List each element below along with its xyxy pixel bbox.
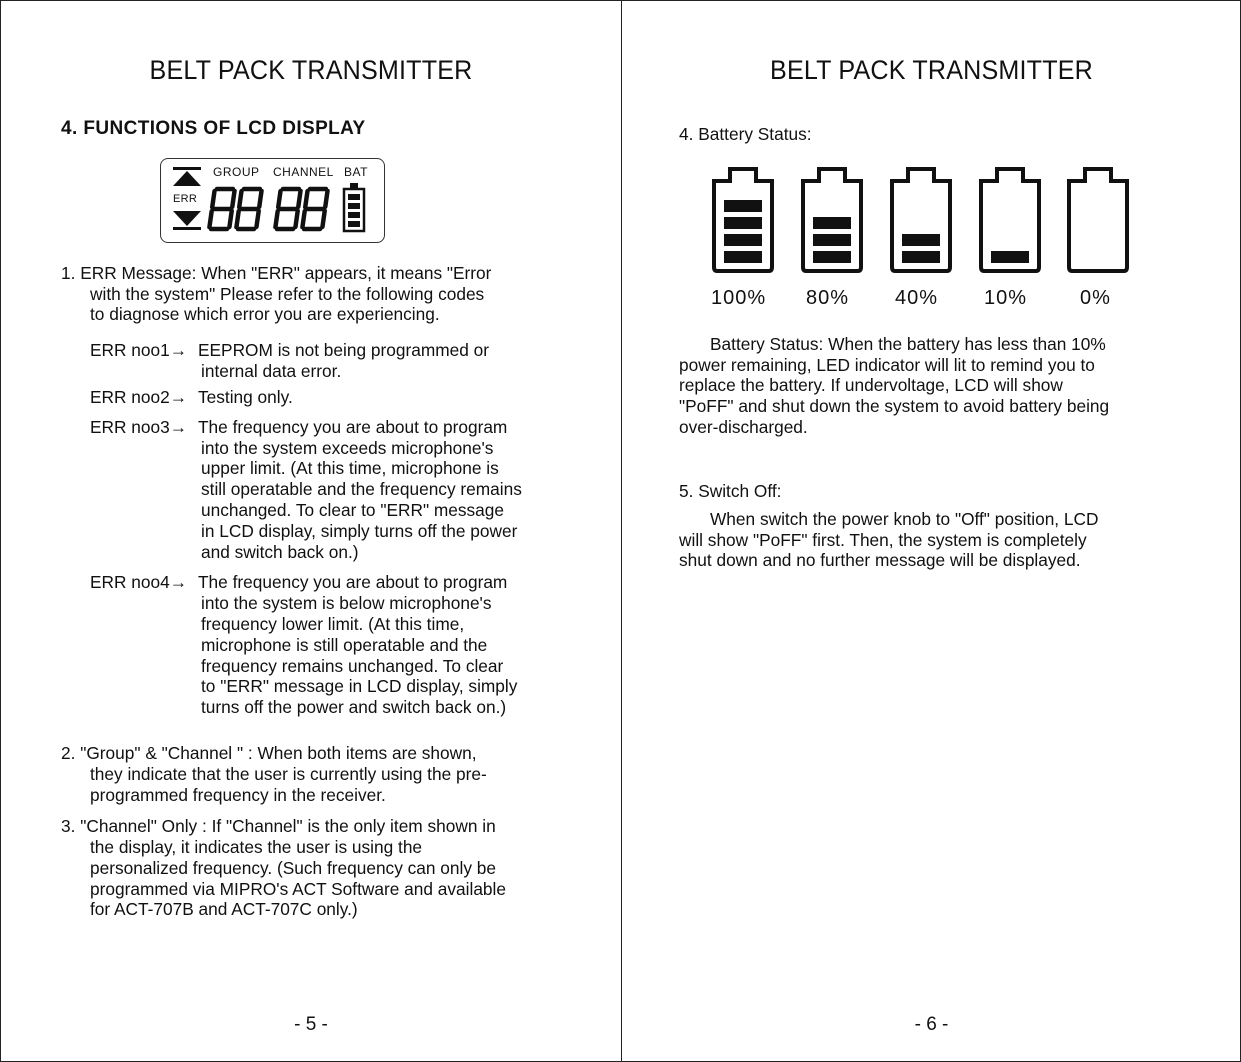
item-1-line-2: with the system" Please refer to the following codes bbox=[90, 284, 485, 304]
page-title: BELT PACK TRANSMITTER bbox=[770, 55, 1093, 85]
battery-paragraph-line-2: power remaining, LED indicator will lit to remind you to bbox=[679, 355, 1095, 375]
error-code-1-line-1: EEPROM is not being programmed or bbox=[198, 340, 490, 360]
error-code-2: ERR noo2→ bbox=[90, 387, 188, 407]
battery-icons-graphic bbox=[622, 161, 1241, 281]
error-code-3-line-2: into the system exceeds microphone's bbox=[201, 438, 494, 458]
item-3-line-1: 3. "Channel" Only : If "Channel" is the only item shown in bbox=[61, 816, 496, 836]
page-6 bbox=[622, 1, 1241, 1062]
down-arrow-icon bbox=[173, 211, 201, 226]
battery-label-100: 100% bbox=[711, 287, 767, 309]
battery-label-40: 40% bbox=[895, 287, 939, 309]
error-code-1-line-2: internal data error. bbox=[201, 361, 342, 381]
battery-bar bbox=[902, 234, 940, 246]
battery-label-0: 0% bbox=[1080, 287, 1111, 309]
error-code-3-line-3: upper limit. (At this time, microphone is bbox=[201, 458, 499, 478]
error-code-4-line-4: microphone is still operatable and the bbox=[201, 635, 488, 655]
battery-bar bbox=[724, 251, 762, 263]
item-1-line-3: to diagnose which error you are experiencing. bbox=[90, 304, 440, 324]
battery-icon-80 bbox=[803, 169, 861, 271]
page-title: BELT PACK TRANSMITTER bbox=[149, 55, 473, 85]
switch-paragraph-line-2: will show "PoFF" first. Then, the system is completely bbox=[679, 530, 1087, 550]
error-code-4: ERR noo4→ bbox=[90, 572, 188, 592]
switch-off-heading: 5. Switch Off: bbox=[679, 481, 782, 501]
item-3-line-5: for ACT-707B and ACT-707C only.) bbox=[90, 899, 358, 919]
page-number: - 5 - bbox=[294, 1014, 328, 1035]
error-code-3-line-7: and switch back on.) bbox=[201, 542, 359, 562]
battery-paragraph-line-3: replace the battery. If undervoltage, LCD will show bbox=[679, 375, 1063, 395]
error-code-4-line-3: frequency lower limit. (At this time, bbox=[201, 614, 465, 634]
switch-paragraph-line-1: When switch the power knob to "Off" position, LCD bbox=[710, 509, 1099, 529]
battery-label-80: 80% bbox=[806, 287, 850, 309]
error-code-4-line-2: into the system is below microphone's bbox=[201, 593, 492, 613]
battery-bar bbox=[902, 251, 940, 263]
error-code-4-line-1: The frequency you are about to program bbox=[198, 572, 508, 592]
error-code-4-line-7: turns off the power and switch back on.) bbox=[201, 697, 507, 717]
battery-icon-40 bbox=[892, 169, 950, 271]
page-number: - 6 - bbox=[914, 1014, 949, 1035]
battery-icon-100 bbox=[714, 169, 772, 271]
lcd-display-illustration bbox=[160, 158, 385, 243]
error-code-3-line-6: in LCD display, simply turns off the power bbox=[201, 521, 518, 541]
error-code-3: ERR noo3→ bbox=[90, 417, 188, 437]
battery-label-10: 10% bbox=[984, 287, 1028, 309]
item-2-line-2: they indicate that the user is currently using the pre- bbox=[90, 764, 487, 784]
battery-bar bbox=[724, 234, 762, 246]
battery-bar bbox=[813, 251, 851, 263]
switch-paragraph-line-3: shut down and no further message will be displayed. bbox=[679, 550, 1081, 570]
item-1-line-1: 1. ERR Message: When "ERR" appears, it means "Error bbox=[61, 263, 492, 283]
up-arrow-icon bbox=[173, 171, 201, 186]
lcd-bat-label: BAT bbox=[344, 165, 368, 179]
error-code-2-line-1: Testing only. bbox=[198, 387, 293, 407]
lcd-battery-icon bbox=[344, 183, 364, 231]
battery-icon-10 bbox=[981, 169, 1039, 271]
lcd-err-label: ERR bbox=[173, 193, 198, 205]
battery-bar bbox=[991, 251, 1029, 263]
battery-icon-0 bbox=[1069, 169, 1127, 271]
lcd-group-label: GROUP bbox=[213, 165, 260, 179]
error-code-1: ERR noo1→ bbox=[90, 340, 188, 360]
error-code-3-line-4: still operatable and the frequency remains bbox=[201, 479, 522, 499]
battery-bar bbox=[813, 234, 851, 246]
error-code-4-line-5: frequency remains unchanged. To clear bbox=[201, 656, 504, 676]
section-heading: 4. FUNCTIONS OF LCD DISPLAY bbox=[61, 118, 366, 139]
page-5 bbox=[1, 1, 621, 1062]
item-3-line-4: programmed via MIPRO's ACT Software and available bbox=[90, 879, 506, 899]
item-2-line-1: 2. "Group" & "Channel " : When both items are shown, bbox=[61, 743, 477, 763]
error-code-3-line-5: unchanged. To clear to "ERR" message bbox=[201, 500, 505, 520]
error-code-3-line-1: The frequency you are about to program bbox=[198, 417, 508, 437]
item-3-line-3: personalized frequency. (Such frequency can only be bbox=[90, 858, 497, 878]
battery-bar bbox=[724, 200, 762, 212]
item-3-line-2: the display, it indicates the user is using the bbox=[90, 837, 423, 857]
battery-bar bbox=[813, 217, 851, 229]
battery-bar bbox=[724, 217, 762, 229]
battery-paragraph-line-5: over-discharged. bbox=[679, 417, 808, 437]
battery-paragraph-line-4: "PoFF" and shut down the system to avoid battery being bbox=[679, 396, 1110, 416]
lcd-channel-label: CHANNEL bbox=[273, 165, 334, 179]
battery-status-heading: 4. Battery Status: bbox=[679, 124, 812, 144]
battery-paragraph-line-1: Battery Status: When the battery has less than 10% bbox=[710, 334, 1106, 354]
battery-outline bbox=[1069, 169, 1127, 271]
item-2-line-3: programmed frequency in the receiver. bbox=[90, 785, 386, 805]
error-code-4-line-6: to "ERR" message in LCD display, simply bbox=[201, 676, 518, 696]
